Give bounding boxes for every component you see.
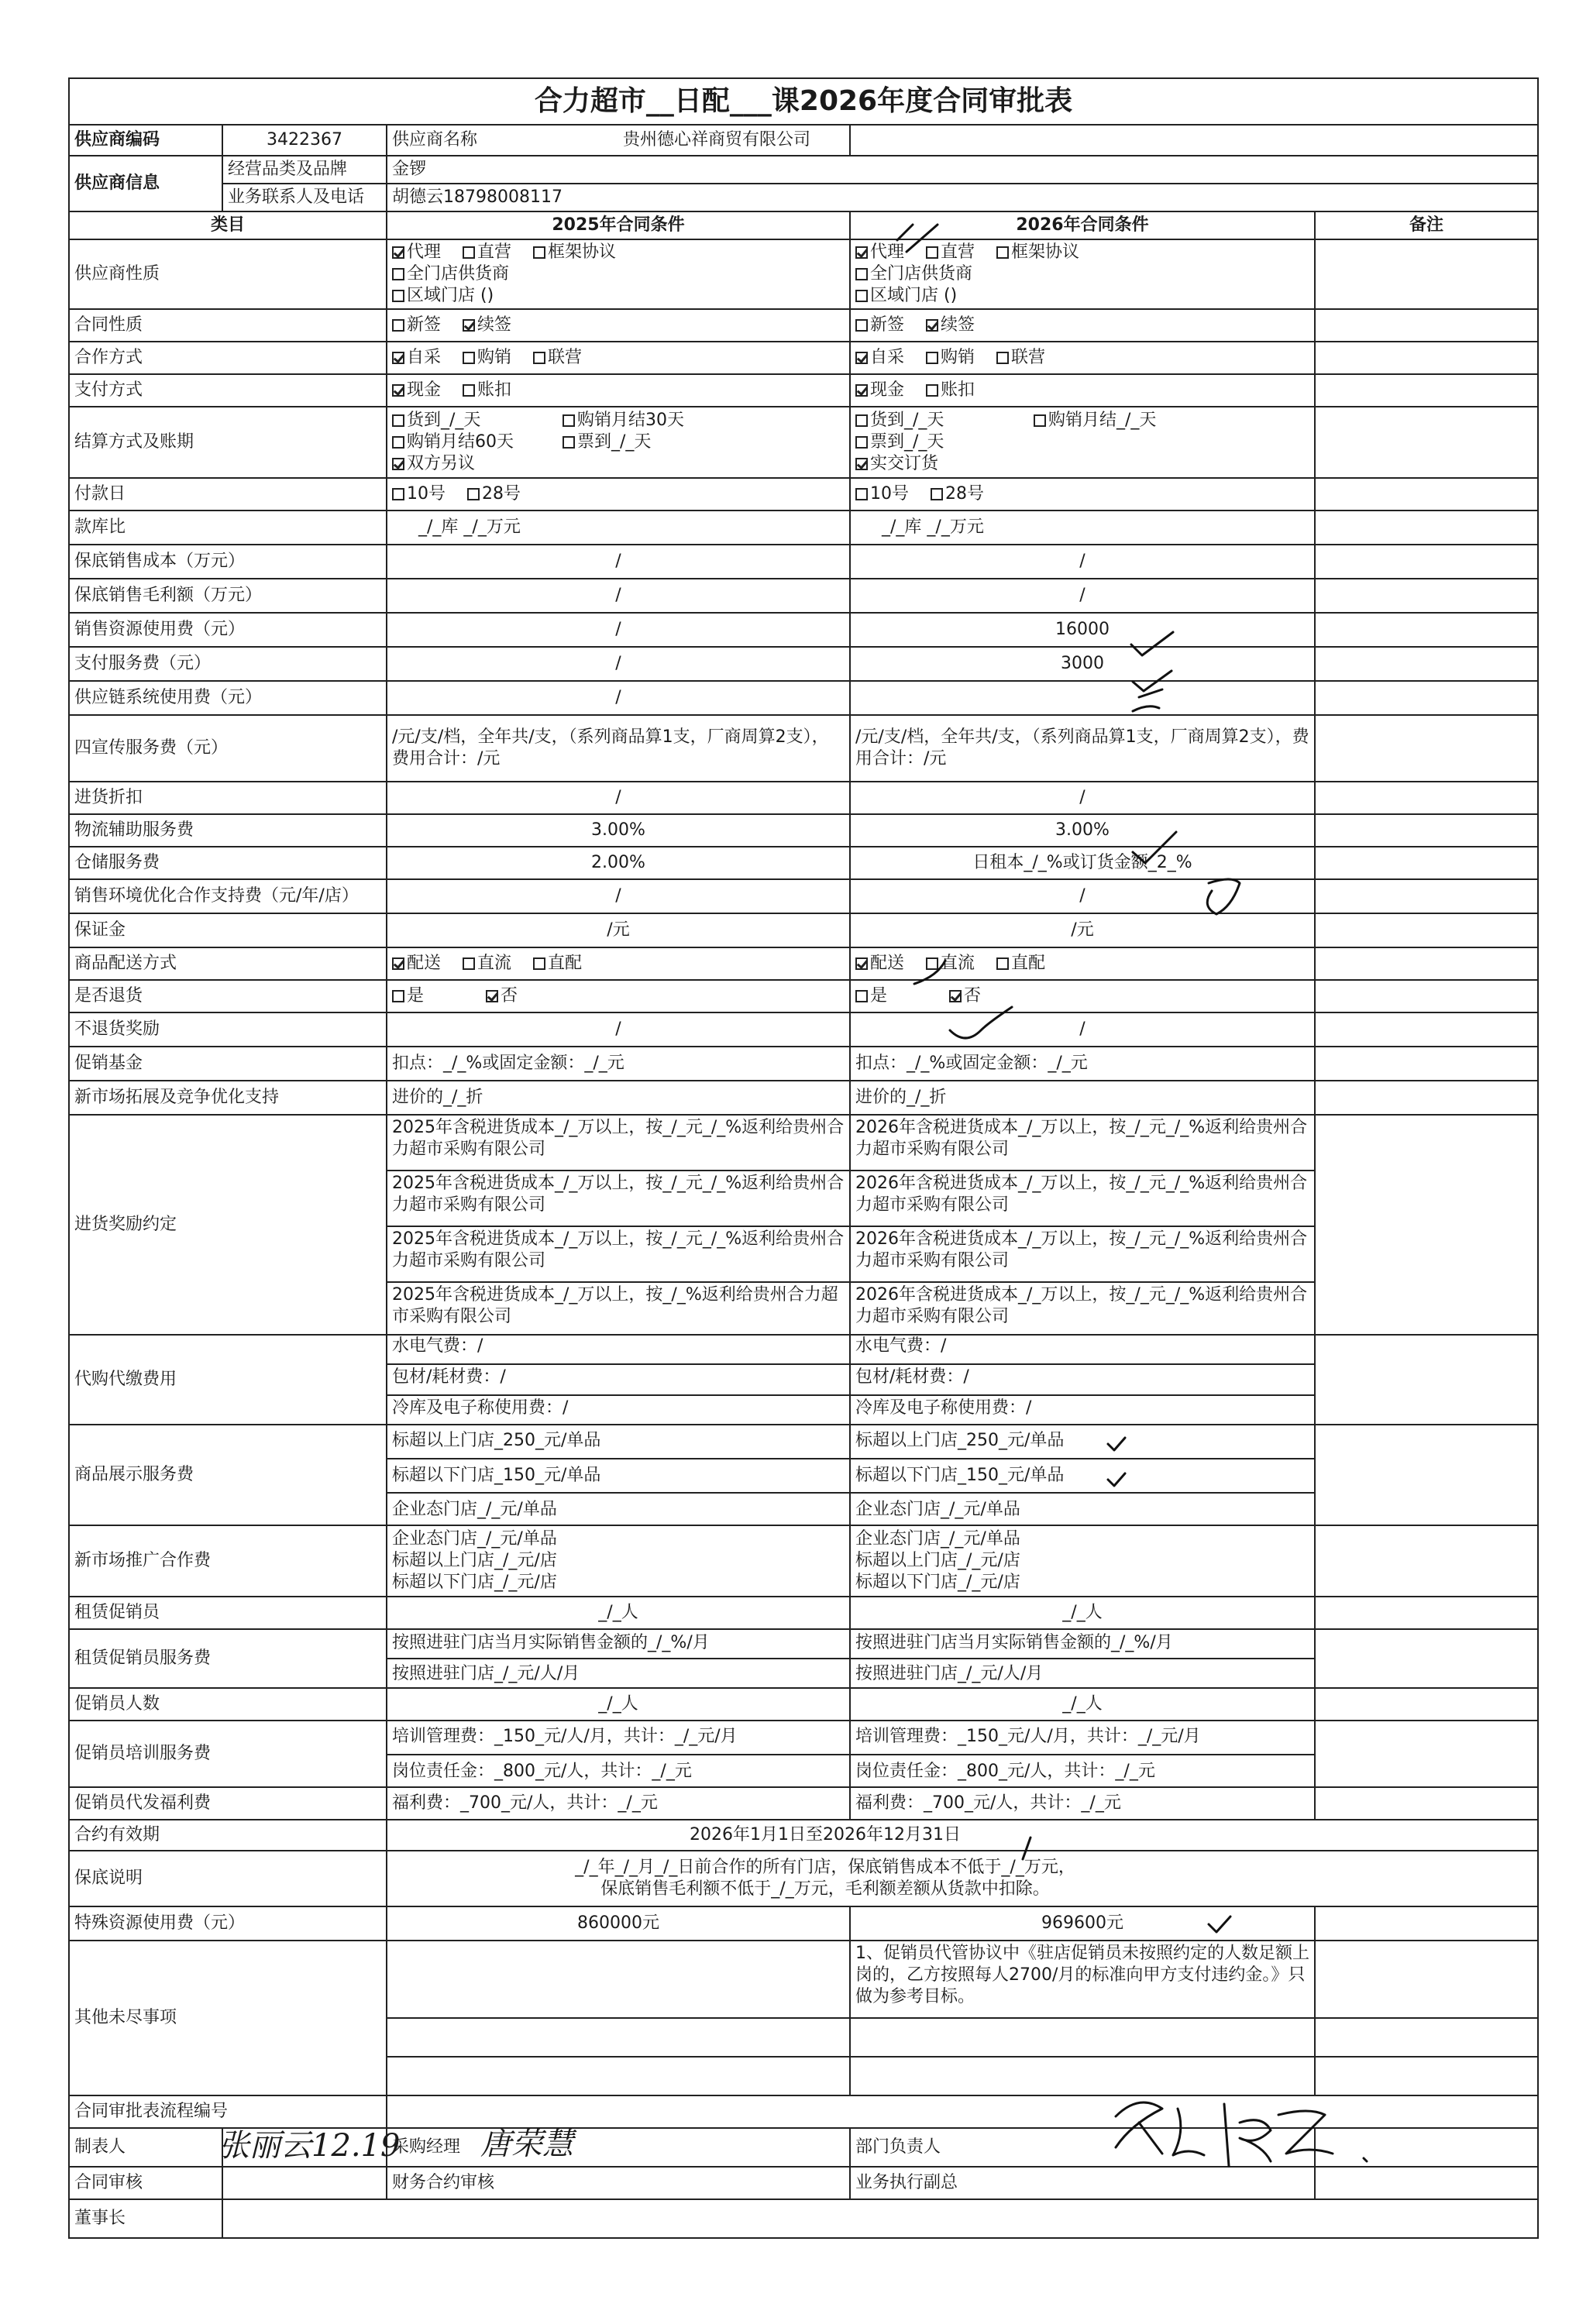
contract-remark <box>1315 309 1538 342</box>
checkbox-icon <box>563 414 575 427</box>
other-2025 <box>387 1941 850 2095</box>
pay-2025: 现金 账扣 <box>387 374 850 407</box>
chain-remark <box>1315 681 1538 715</box>
checkbox-icon <box>392 488 404 500</box>
discount-2026: / <box>850 782 1315 814</box>
chain-2026 <box>850 681 1315 715</box>
header-remark: 备注 <box>1315 211 1538 239</box>
display-above: 标超以上门店_250_元/单品 <box>855 1431 1065 1450</box>
display-label: 商品展示服务费 <box>69 1425 387 1525</box>
nature-2025: 代理 直营 框架协议 全门店供货商 区域门店 () <box>387 239 850 309</box>
exec-value <box>1315 2167 1538 2199</box>
proxy-2026 <box>850 1335 1315 1425</box>
special-label: 特殊资源使用费（元） <box>69 1906 387 1941</box>
checkbox-icon <box>533 957 545 970</box>
settle-label: 结算方式及账期 <box>69 407 387 478</box>
flow-label: 合同审批表流程编号 <box>69 2095 387 2128</box>
checkbox-checked-icon <box>855 957 868 970</box>
pay-svc-2025: / <box>387 647 850 681</box>
checkbox-icon <box>392 268 404 280</box>
checkbox-checked-icon <box>392 458 404 470</box>
checkbox-icon <box>392 290 404 302</box>
deposit-2026: /元 <box>850 913 1315 947</box>
checkbox-checked-icon <box>463 319 475 332</box>
checkbox-icon <box>855 488 868 500</box>
staff-label: 租赁促销员 <box>69 1597 387 1629</box>
coop-2025: 自采 购销 联营 <box>387 342 850 374</box>
supplier-code: 3422367 <box>222 125 387 156</box>
returns-label: 是否退货 <box>69 980 387 1012</box>
checkbox-icon <box>931 488 943 500</box>
training-2026 <box>850 1721 1315 1787</box>
staff-num-2025: _/_人 <box>387 1688 850 1721</box>
sales-res-2025: / <box>387 613 850 647</box>
nature-label: 供应商性质 <box>69 239 387 309</box>
contract-2025: 新签 续签 <box>387 309 850 342</box>
coop-2026: 自采 购销 联营 <box>850 342 1315 374</box>
new-mkt-remark <box>1315 1081 1538 1115</box>
chair-value <box>222 2199 1538 2238</box>
promo-fund-remark <box>1315 1047 1538 1081</box>
checkbox-checked-icon <box>949 990 962 1002</box>
header-2026: 2026年合同条件 <box>850 211 1315 239</box>
min-profit-2026: / <box>850 579 1315 613</box>
reward-2026 <box>850 1115 1315 1335</box>
pay-svc-remark <box>1315 647 1538 681</box>
reward-remark <box>1315 1115 1538 1335</box>
new-promo-2026: 企业态门店_/_元/单品 标超以上门店_/_元/店 标超以下门店_/_元/店 <box>850 1525 1315 1597</box>
staff-num-2026: _/_人 <box>850 1688 1315 1721</box>
min-cost-remark <box>1315 545 1538 579</box>
reward-2026-item: 2026年含税进货成本_/_万以上，按_/_元_/_%返利给贵州合力超市采购有限公司 <box>855 1118 1308 1159</box>
proxy-water: 水电气费：/ <box>392 1336 483 1356</box>
proxy-packaging: 包材/耗材费：/ <box>851 1363 1314 1394</box>
training-fee: 培训管理费：_150_元/人/月，共计：_/_元/月 <box>392 1727 738 1746</box>
env-label: 销售环境优化合作支持费（元/年/店） <box>69 879 387 913</box>
supplier-code-label: 供应商编码 <box>69 125 222 156</box>
pay-label: 支付方式 <box>69 374 387 407</box>
checkbox-checked-icon <box>855 246 868 259</box>
checkbox-checked-icon <box>392 384 404 397</box>
deposit-2025: /元 <box>387 913 850 947</box>
checkbox-icon <box>855 268 868 280</box>
display-remark <box>1315 1425 1538 1525</box>
brand-label: 经营品类及品牌 <box>222 156 387 184</box>
approval-table <box>68 77 1539 2239</box>
stock-2025: _/_库 _/_万元 <box>387 511 850 545</box>
other-remark <box>1315 1941 1538 2095</box>
stock-label: 款库比 <box>69 511 387 545</box>
checkbox-icon <box>926 957 938 970</box>
checkbox-icon <box>855 990 868 1002</box>
delivery-label: 商品配送方式 <box>69 947 387 980</box>
welfare-2025: 福利费：_700_元/人，共计：_/_元 <box>387 1787 850 1820</box>
deposit-label: 保证金 <box>69 913 387 947</box>
proxy-cold: 冷库及电子称使用费：/ <box>851 1394 1314 1425</box>
payday-2026: 10号 28号 <box>850 478 1315 511</box>
pay-svc-label: 支付服务费（元） <box>69 647 387 681</box>
other-2026 <box>850 1941 1315 2095</box>
nature-remark <box>1315 239 1538 309</box>
checkbox-icon <box>1034 414 1046 427</box>
checkbox-icon <box>463 352 475 364</box>
welfare-remark <box>1315 1787 1538 1820</box>
new-mkt-label: 新市场拓展及竞争优化支持 <box>69 1081 387 1115</box>
env-2025: / <box>387 879 850 913</box>
settle-remark <box>1315 407 1538 478</box>
supplier-name: 贵州德心祥商贸有限公司 <box>618 125 1306 156</box>
staff-svc-label: 租赁促销员服务费 <box>69 1629 387 1688</box>
promo-fund-label: 促销基金 <box>69 1047 387 1081</box>
promo-label: 四宣传服务费（元） <box>69 715 387 782</box>
maker-label: 制表人 <box>69 2128 222 2167</box>
special-2026: 969600元 <box>850 1906 1315 1941</box>
promo-2025: /元/支/档，全年共/支，（系列商品算1支，厂商周算2支），费用合计：/元 <box>387 715 850 782</box>
contact-value: 胡德云18798008117 <box>387 184 1538 211</box>
sales-res-2026: 16000 <box>850 613 1315 647</box>
warehouse-remark <box>1315 847 1538 879</box>
min-profit-remark <box>1315 579 1538 613</box>
other-label: 其他未尽事项 <box>69 1941 387 2095</box>
display-enterprise: 企业态门店_/_元/单品 <box>387 1492 849 1525</box>
brand-value: 金锣 <box>387 156 1538 184</box>
guarantee-label: 保底说明 <box>69 1851 387 1906</box>
staff-svc-a: 按照进驻门店当月实际销售金额的_/_%/月 <box>855 1633 1173 1652</box>
reward-label: 进货奖励约定 <box>69 1115 387 1335</box>
pay-2026: 现金 账扣 <box>850 374 1315 407</box>
buyer-signature: 唐荣慧 <box>480 2126 573 2162</box>
checkbox-icon <box>533 246 545 259</box>
min-cost-label: 保底销售成本（万元） <box>69 545 387 579</box>
reward-2025-item: 2025年含税进货成本_/_万以上，按_/_%返利给贵州合力超市采购有限公司 <box>387 1281 849 1335</box>
training-deposit: 岗位责任金：_800_元/人，共计：_/_元 <box>851 1754 1314 1787</box>
warehouse-2025: 2.00% <box>387 847 850 879</box>
proxy-2025 <box>387 1335 850 1425</box>
discount-2025: / <box>387 782 850 814</box>
deposit-remark <box>1315 913 1538 947</box>
checkbox-checked-icon <box>486 990 498 1002</box>
staff-svc-2026 <box>850 1629 1315 1688</box>
training-label: 促销员培训服务费 <box>69 1721 387 1787</box>
reward-2025 <box>387 1115 850 1335</box>
new-mkt-2025: 进价的_/_折 <box>387 1081 850 1115</box>
proxy-cold: 冷库及电子称使用费：/ <box>387 1394 849 1425</box>
promo-fund-2026: 扣点：_/_%或固定金额：_/_元 <box>850 1047 1315 1081</box>
logistics-label: 物流辅助服务费 <box>69 814 387 847</box>
staff-num-remark <box>1315 1688 1538 1721</box>
checkbox-icon <box>855 319 868 332</box>
stock-remark <box>1315 511 1538 545</box>
training-remark <box>1315 1721 1538 1787</box>
returns-2025: 是 否 <box>387 980 850 1012</box>
returns-2026: 是 否 <box>850 980 1315 1012</box>
nature-2026: 代理 直营 框架协议 全门店供货商 区域门店 () <box>850 239 1315 309</box>
min-cost-2025: / <box>387 545 850 579</box>
new-promo-2025: 企业态门店_/_元/单品 标超以上门店_/_元/店 标超以下门店_/_元/店 <box>387 1525 850 1597</box>
checkbox-icon <box>533 352 545 364</box>
display-2026 <box>850 1425 1315 1525</box>
buyer-label: 采购经理 <box>392 2137 461 2157</box>
reward-2026-item: 2026年含税进货成本_/_万以上，按_/_元_/_%返利给贵州合力超市采购有限公司 <box>851 1226 1314 1281</box>
review-value <box>222 2167 387 2199</box>
chair-label: 董事长 <box>69 2199 222 2238</box>
checkbox-icon <box>463 384 475 397</box>
env-2026: / <box>850 879 1315 913</box>
display-2025 <box>387 1425 850 1525</box>
discount-label: 进货折扣 <box>69 782 387 814</box>
noreturn-2025: / <box>387 1012 850 1047</box>
finance-label: 财务合约审核 <box>387 2167 850 2199</box>
sales-res-label: 销售资源使用费（元） <box>69 613 387 647</box>
staff-2025: _/_人 <box>387 1597 850 1629</box>
logistics-2025: 3.00% <box>387 814 850 847</box>
staff-svc-b: 按照进驻门店_/_元/人/月 <box>851 1658 1314 1688</box>
staff-svc-2025 <box>387 1629 850 1688</box>
checkbox-icon <box>855 290 868 302</box>
new-promo-label: 新市场推广合作费 <box>69 1525 387 1597</box>
display-below: 标超以下门店_150_元/单品 <box>387 1458 849 1492</box>
reward-2026-item: 2026年含税进货成本_/_万以上，按_/_元_/_%返利给贵州合力超市采购有限公司 <box>851 1170 1314 1226</box>
staff-svc-remark <box>1315 1629 1538 1688</box>
settle-2025: 货到_/_天 购销月结30天 购销月结60天 票到_/_天 双方另议 <box>387 407 850 478</box>
training-2025 <box>387 1721 850 1787</box>
checkbox-icon <box>563 436 575 449</box>
checkbox-icon <box>392 414 404 427</box>
noreturn-label: 不退货奖励 <box>69 1012 387 1047</box>
guarantee-value: _/_年_/_月_/_日前合作的所有门店，保底销售成本不低于_/_万元， 保底销售毛利额不低于_/_万元，毛利额差额从货款中扣除。 <box>387 1851 1538 1906</box>
payday-2025: 10号 28号 <box>387 478 850 511</box>
display-below: 标超以下门店_150_元/单品 <box>851 1458 1314 1492</box>
checkbox-checked-icon <box>392 957 404 970</box>
promo-remark <box>1315 715 1538 782</box>
proxy-packaging: 包材/耗材费：/ <box>387 1363 849 1394</box>
logistics-remark <box>1315 814 1538 847</box>
dept-label-cell <box>850 2128 1315 2167</box>
warehouse-2026: 日租本_/_%或订货金额_2_% <box>850 847 1315 879</box>
special-2025: 860000元 <box>387 1906 850 1941</box>
welfare-2026: 福利费：_700_元/人，共计：_/_元 <box>850 1787 1315 1820</box>
proxy-remark <box>1315 1335 1538 1425</box>
contract-2026: 新签 续签 <box>850 309 1315 342</box>
min-profit-label: 保底销售毛利额（万元） <box>69 579 387 613</box>
period-value: 2026年1月1日至2026年12月31日 <box>387 1820 1538 1851</box>
payday-label: 付款日 <box>69 478 387 511</box>
checkbox-checked-icon <box>855 384 868 397</box>
logistics-2026: 3.00% <box>850 814 1315 847</box>
checkbox-icon <box>463 246 475 259</box>
checkbox-icon <box>392 990 404 1002</box>
checkbox-checked-icon <box>392 246 404 259</box>
chain-label: 供应链系统使用费（元） <box>69 681 387 715</box>
checkbox-checked-icon <box>855 352 868 364</box>
env-remark <box>1315 879 1538 913</box>
returns-remark <box>1315 980 1538 1012</box>
staff-svc-b: 按照进驻门店_/_元/人/月 <box>387 1658 849 1688</box>
reward-2026-item: 2026年含税进货成本_/_万以上，按_/_元_/_%返利给贵州合力超市采购有限公司 <box>851 1281 1314 1335</box>
min-cost-2026: / <box>850 545 1315 579</box>
delivery-remark <box>1315 947 1538 980</box>
checkbox-icon <box>926 246 938 259</box>
special-remark <box>1315 1906 1538 1941</box>
display-above: 标超以上门店_250_元/单品 <box>392 1431 601 1450</box>
supplier-name-label: 供应商名称 <box>392 130 478 150</box>
proxy-water: 水电气费：/ <box>855 1336 947 1356</box>
new-mkt-2026: 进价的_/_折 <box>850 1081 1315 1115</box>
buyer-cell <box>387 2128 850 2167</box>
checkbox-icon <box>467 488 480 500</box>
settle-2026: 货到_/_天 购销月结_/_天 票到_/_天 实交订货 <box>850 407 1315 478</box>
coop-remark <box>1315 342 1538 374</box>
staff-remark <box>1315 1597 1538 1629</box>
stock-2026: _/_库 _/_万元 <box>850 511 1315 545</box>
training-deposit: 岗位责任金：_800_元/人，共计：_/_元 <box>387 1754 849 1787</box>
discount-remark <box>1315 782 1538 814</box>
checkbox-checked-icon <box>926 319 938 332</box>
form-title: 合力超市__日配___课2026年度合同审批表 <box>69 78 1538 125</box>
checkbox-icon <box>392 436 404 449</box>
checkbox-icon <box>996 246 1009 259</box>
promo-2026: /元/支/档，全年共/支，（系列商品算1支，厂商周算2支），费用合计：/元 <box>850 715 1315 782</box>
dept-label: 部门负责人 <box>855 2137 941 2157</box>
checkbox-icon <box>996 957 1009 970</box>
noreturn-remark <box>1315 1012 1538 1047</box>
reward-2025-item: 2025年含税进货成本_/_万以上，按_/_元_/_%返利给贵州合力超市采购有限公司 <box>387 1226 849 1281</box>
checkbox-checked-icon <box>855 458 868 470</box>
checkbox-checked-icon <box>392 352 404 364</box>
contact-label: 业务联系人及电话 <box>222 184 387 211</box>
staff-num-label: 促销员人数 <box>69 1688 387 1721</box>
pay-svc-2026: 3000 <box>850 647 1315 681</box>
maker-signature: 张丽云12.19 <box>218 2128 401 2164</box>
approval-form <box>68 77 1537 2228</box>
delivery-2026: 配送 直流 直配 <box>850 947 1315 980</box>
exec-label: 业务执行副总 <box>850 2167 1315 2199</box>
coop-label: 合作方式 <box>69 342 387 374</box>
warehouse-label: 仓储服务费 <box>69 847 387 879</box>
new-promo-remark <box>1315 1525 1538 1597</box>
noreturn-2026: / <box>850 1012 1315 1047</box>
delivery-2025: 配送 直流 直配 <box>387 947 850 980</box>
checkbox-icon <box>463 957 475 970</box>
pay-remark <box>1315 374 1538 407</box>
contract-label: 合同性质 <box>69 309 387 342</box>
other-2026-note: 1、促销员代管协议中《驻店促销员未按照约定的人数足额上岗的，乙方按照每人2700/月的标准向甲方支付违约金。》只做为参考目标。 <box>855 1944 1309 2006</box>
checkbox-icon <box>855 414 868 427</box>
display-enterprise: 企业态门店_/_元/单品 <box>851 1492 1314 1525</box>
proxy-label: 代购代缴费用 <box>69 1335 387 1425</box>
review-label: 合同审核 <box>69 2167 222 2199</box>
checkbox-icon <box>996 352 1009 364</box>
reward-2025-item: 2025年含税进货成本_/_万以上，按_/_元_/_%返利给贵州合力超市采购有限公司 <box>392 1118 845 1159</box>
promo-fund-2025: 扣点：_/_%或固定金额：_/_元 <box>387 1047 850 1081</box>
header-item: 类目 <box>69 211 387 239</box>
payday-remark <box>1315 478 1538 511</box>
dept-sign-cell <box>1315 2128 1538 2167</box>
checkbox-icon <box>926 352 938 364</box>
header-2025: 2025年合同条件 <box>387 211 850 239</box>
supplier-info-label: 供应商信息 <box>69 156 222 211</box>
staff-2026: _/_人 <box>850 1597 1315 1629</box>
reward-2025-item: 2025年含税进货成本_/_万以上，按_/_元_/_%返利给贵州合力超市采购有限公司 <box>387 1170 849 1226</box>
sales-res-remark <box>1315 613 1538 647</box>
chain-2025: / <box>387 681 850 715</box>
checkbox-icon <box>926 384 938 397</box>
welfare-label: 促销员代发福利费 <box>69 1787 387 1820</box>
checkbox-icon <box>392 319 404 332</box>
staff-svc-a: 按照进驻门店当月实际销售金额的_/_%/月 <box>392 1633 710 1652</box>
min-profit-2025: / <box>387 579 850 613</box>
period-label: 合约有效期 <box>69 1820 387 1851</box>
checkbox-icon <box>855 436 868 449</box>
training-fee: 培训管理费：_150_元/人/月，共计：_/_元/月 <box>855 1727 1201 1746</box>
